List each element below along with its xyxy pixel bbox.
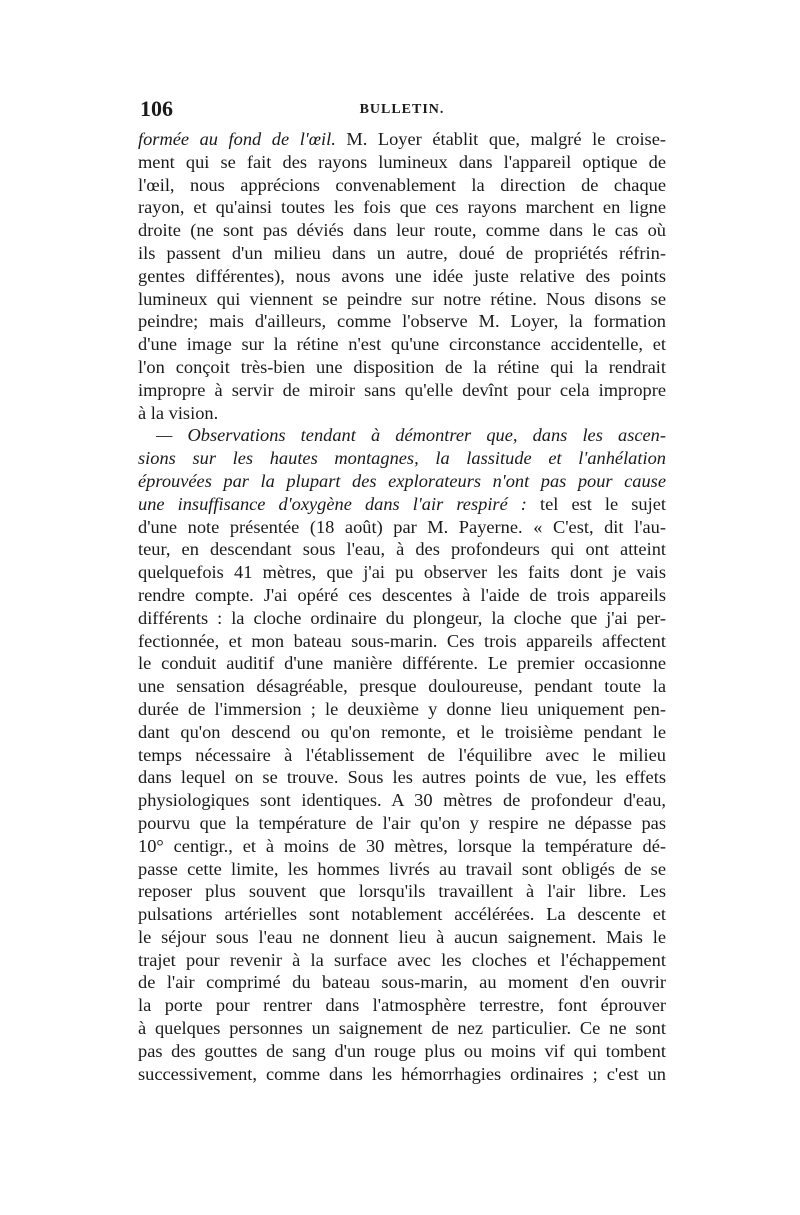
text-line bbox=[138, 128, 666, 151]
text-line: durée de l'immersion ; le deuxième y donne lieu uniquement pen- bbox=[138, 698, 666, 719]
text-line: rendre compte. J'ai opéré ces descentes à l'aide de trois appareils bbox=[138, 584, 666, 605]
text-line: impropre à servir de miroir sans qu'elle devînt pour cela impropre bbox=[138, 379, 666, 400]
text-line: fectionnée, et mon bateau sous-marin. Ces trois appareils affectent bbox=[138, 630, 666, 651]
text-line: une sensation désagréable, presque douloureuse, pendant toute la bbox=[138, 676, 666, 697]
text-line: à la vision. bbox=[138, 402, 219, 423]
text-line: sions sur les hautes montagnes, la lassitude et l'anhélation bbox=[138, 448, 666, 469]
text-line: ils passent d'un milieu dans un autre, doué de propriétés réfrin- bbox=[138, 242, 666, 263]
text-line: la porte pour rentrer dans l'atmosphère terrestre, font éprouver bbox=[138, 995, 666, 1016]
text-line: différents : la cloche ordinaire du plongeur, la cloche que j'ai per- bbox=[138, 607, 666, 628]
text-line: pas des gouttes de sang d'un rouge plus ou moins vif qui tombent bbox=[138, 1040, 666, 1061]
text-fragment: M. Loyer établit que, malgré le croise- bbox=[335, 129, 666, 149]
text-line: lumineux qui viennent se peindre sur notre rétine. Nous disons se bbox=[138, 288, 666, 309]
running-header bbox=[138, 96, 666, 126]
italic-phrase: une insuffisance d'oxygène dans l'air respiré : bbox=[138, 493, 527, 514]
running-title: BULLETIN. bbox=[359, 102, 445, 117]
text-line: pulsations artérielles sont notablement accélérées. La descente et bbox=[138, 904, 666, 925]
text-line: temps nécessaire à l'établissement de l'équilibre avec le milieu bbox=[138, 744, 666, 765]
text-line: droite (ne sont pas déviés dans leur route, comme dans le cas où bbox=[138, 220, 666, 241]
text-line: l'on conçoit très-bien une disposition de la rétine qui la rendrait bbox=[138, 356, 666, 377]
text-line: 10° centigr., et à moins de 30 mètres, lorsque la température dé- bbox=[138, 835, 666, 856]
text-line: à quelques personnes un saignement de nez particulier. Ce ne sont bbox=[138, 1018, 666, 1039]
text-line: gentes différentes), nous avons une idée juste relative des points bbox=[138, 265, 666, 286]
text-line: pourvu que la température de l'air qu'on y respire ne dépasse pas bbox=[138, 812, 666, 833]
text-line: trajet pour revenir à la surface avec les cloches et l'échappement bbox=[138, 949, 666, 970]
text-fragment: tel est le sujet bbox=[526, 493, 666, 514]
text-line: rayon, et qu'ainsi toutes les fois que ces rayons marchent en ligne bbox=[138, 197, 666, 218]
text-line: reposer plus souvent que lorsqu'ils travaillent à l'air libre. Les bbox=[138, 881, 666, 902]
text-line: le conduit auditif d'une manière différente. Le premier occasionne bbox=[138, 653, 666, 674]
text-line: d'une note présentée (18 août) par M. Payerne. « C'est, dit l'au- bbox=[138, 516, 666, 537]
text-line: peindre; mais d'ailleurs, comme l'observe M. Loyer, la formation bbox=[138, 311, 666, 332]
body-text bbox=[138, 128, 666, 1085]
text-line: le séjour sous l'eau ne donnent lieu à aucun saignement. Mais le bbox=[138, 926, 666, 947]
text-line: dant qu'on descend ou qu'on remonte, et le troisième pendant le bbox=[138, 721, 666, 742]
text-line: physiologiques sont identiques. A 30 mètres de profondeur d'eau, bbox=[138, 790, 666, 811]
text-line: successivement, comme dans les hémorrhagies ordinaires ; c'est un bbox=[138, 1063, 666, 1084]
text-line: dans lequel on se trouve. Sous les autres points de vue, les effets bbox=[138, 767, 666, 788]
text-line bbox=[138, 493, 666, 516]
italic-phrase: formée au fond de l'œil. bbox=[138, 129, 336, 149]
page-number: 106 bbox=[140, 96, 173, 121]
text-line: éprouvées par la plupart des explorateurs n'ont pas pour cause bbox=[138, 470, 666, 491]
text-line: passe cette limite, les hommes livrés au travail sont obligés de se bbox=[138, 858, 666, 879]
text-line: ment qui se fait des rayons lumineux dans l'appareil optique de bbox=[138, 151, 666, 172]
text-line: quelquefois 41 mètres, que j'ai pu observer les faits dont je vais bbox=[138, 562, 666, 583]
text-line: l'œil, nous apprécions convenablement la direction de chaque bbox=[138, 174, 666, 195]
text-line: d'une image sur la rétine n'est qu'une circonstance accidentelle, et bbox=[138, 334, 666, 355]
text-line: teur, en descendant sous l'eau, à des profondeurs qui ont atteint bbox=[138, 539, 666, 560]
text-line: de l'air comprimé du bateau sous-marin, au moment d'en ouvrir bbox=[138, 972, 666, 993]
document-page bbox=[138, 96, 666, 1085]
text-line: — Observations tendant à démontrer que, dans les ascen- bbox=[156, 425, 666, 446]
